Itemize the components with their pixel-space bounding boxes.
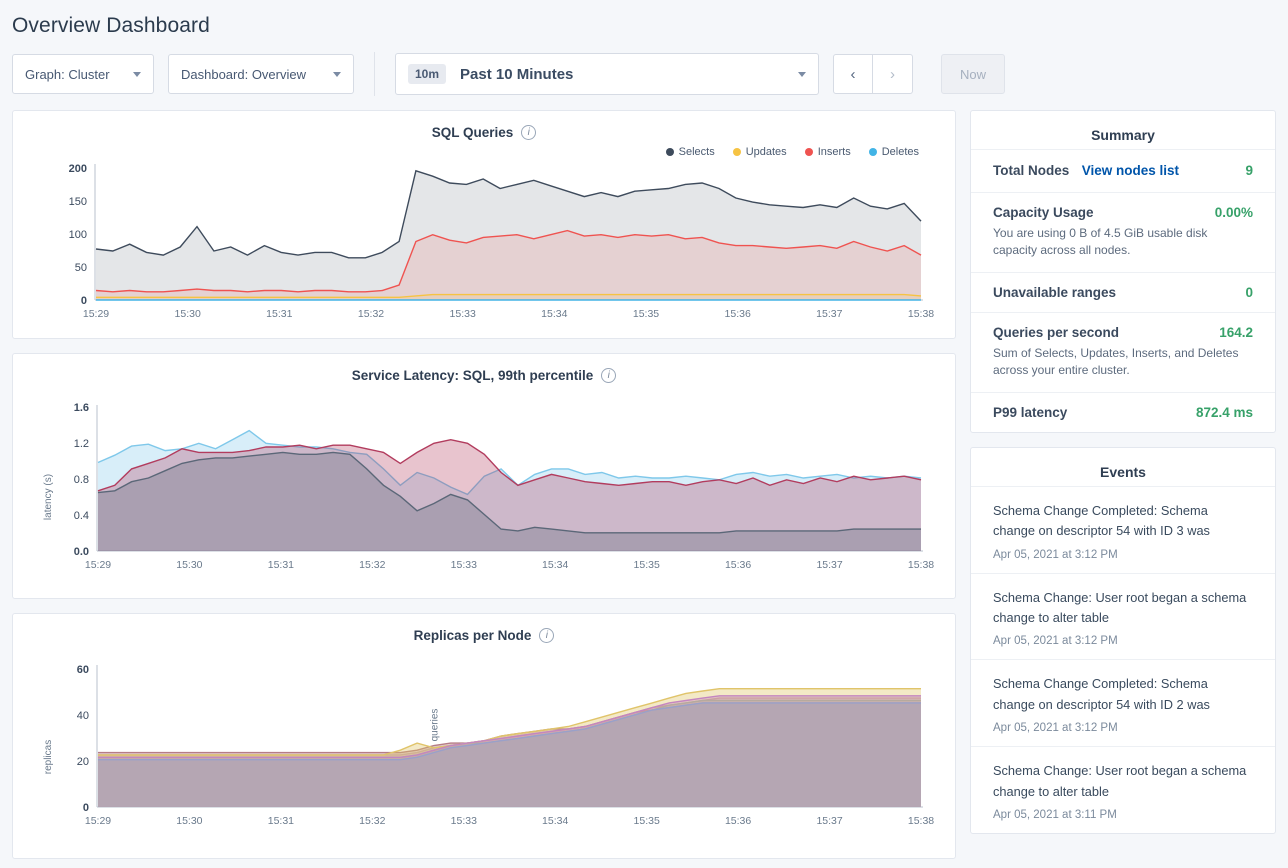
legend-item-inserts[interactable]: Inserts: [805, 146, 851, 158]
svg-text:replicas: replicas: [43, 739, 54, 775]
ytick: 50: [74, 262, 87, 274]
chart-title-service-latency: Service Latency: SQL, 99th percentile i: [13, 354, 955, 383]
info-icon[interactable]: i: [601, 368, 616, 383]
event-text: Schema Change Completed: Schema change on descriptor 54 with ID 2 was: [993, 676, 1210, 712]
legend-sql-queries: [13, 140, 955, 158]
ytick: 1.2: [73, 438, 89, 450]
xtick: 15:35: [633, 559, 660, 571]
xtick: 15:33: [449, 308, 476, 320]
summary-label: Capacity Usage: [993, 205, 1094, 220]
summary-label: Unavailable ranges: [993, 284, 1117, 300]
xtick: 15:34: [542, 815, 569, 827]
xtick: 15:36: [724, 815, 752, 827]
dashboard-content: [0, 96, 1288, 859]
summary-desc: Sum of Selects, Updates, Inserts, and Deletes across your entire cluster.: [993, 345, 1239, 378]
xtick: 15:38: [907, 308, 935, 320]
chart-title-replicas: Replicas per Node i: [13, 614, 955, 643]
summary-row-queries-per-second: [971, 312, 1275, 392]
event-time: Apr 05, 2021 at 3:12 PM: [993, 635, 1118, 648]
ytick: 200: [68, 163, 87, 175]
summary-row-total-nodes: [971, 149, 1275, 192]
xtick: 15:32: [359, 815, 386, 827]
ytick: 20: [76, 756, 89, 768]
list-item[interactable]: [971, 746, 1275, 833]
dashboard-select[interactable]: [168, 54, 354, 94]
info-icon[interactable]: i: [521, 125, 536, 140]
xtick: 15:37: [816, 815, 843, 827]
summary-value: 164.2: [1219, 324, 1253, 340]
info-icon[interactable]: i: [539, 628, 554, 643]
summary-value: 9: [1245, 163, 1253, 178]
xtick: 15:36: [724, 559, 752, 571]
xtick: 15:33: [450, 559, 477, 571]
xtick: 15:34: [541, 308, 568, 320]
ytick: 100: [68, 229, 87, 241]
event-text: Schema Change Completed: Schema change on descriptor 54 with ID 3 was: [993, 502, 1210, 539]
list-item[interactable]: [971, 486, 1275, 573]
card-events: [970, 447, 1276, 835]
xtick: 15:32: [357, 308, 385, 320]
event-time: Apr 05, 2021 at 3:12 PM: [993, 548, 1118, 561]
svg-text:queries: queries: [429, 708, 441, 742]
legend-item-deletes[interactable]: Deletes: [869, 146, 919, 158]
xtick: 15:34: [542, 559, 569, 571]
xtick: 15:30: [174, 308, 201, 320]
summary-row-unavailable-ranges: [971, 272, 1275, 312]
list-item[interactable]: [971, 573, 1275, 660]
time-range-label: Past 10 Minutes: [460, 65, 574, 83]
ytick: 1.6: [73, 402, 89, 414]
prev-range-button[interactable]: ‹: [833, 54, 873, 94]
chevron-down-icon: [133, 72, 141, 77]
time-range-chip: 10m: [408, 64, 446, 84]
page-title: Overview Dashboard: [12, 14, 210, 37]
xtick: 15:38: [907, 559, 935, 571]
sidebar-column: [970, 110, 1276, 859]
xtick: 15:36: [724, 308, 751, 320]
xtick: 15:31: [267, 559, 295, 571]
xtick: 15:29: [82, 308, 110, 320]
events-title: Events: [1100, 463, 1146, 480]
plot-svg-replicas: [13, 657, 957, 853]
summary-label: Queries per second: [993, 324, 1120, 340]
next-range-button[interactable]: ›: [873, 54, 913, 94]
time-nav-group: [833, 54, 913, 94]
chart-title-sql-queries: SQL Queries i: [13, 111, 955, 140]
graph-select[interactable]: [12, 54, 154, 94]
card-service-latency: [12, 353, 956, 599]
plot-svg-service-latency: [13, 397, 957, 593]
xtick: 15:37: [816, 308, 843, 320]
list-item[interactable]: [971, 659, 1275, 746]
event-text: Schema Change: User root began a schema change to alter table: [993, 763, 1247, 799]
charts-column: [12, 110, 956, 859]
xtick: 15:33: [450, 815, 477, 827]
toolbar: [0, 38, 1288, 96]
summary-title: Summary: [1091, 127, 1155, 143]
event-time: Apr 05, 2021 at 3:11 PM: [993, 809, 1117, 822]
legend-item-selects[interactable]: Selects: [666, 146, 715, 158]
summary-row-p99-latency: [971, 392, 1275, 432]
card-replicas-per-node: [12, 613, 956, 859]
summary-label: Total Nodes: [993, 163, 1070, 178]
xtick: 15:31: [267, 815, 295, 827]
xtick: 15:30: [176, 559, 203, 571]
plot-service-latency[interactable]: [13, 397, 955, 598]
xtick: 15:35: [633, 815, 660, 827]
ytick: 40: [76, 710, 89, 722]
xtick: 15:32: [359, 559, 386, 571]
ytick: 60: [76, 664, 89, 676]
ytick: 0.0: [73, 546, 89, 558]
svg-text:latency (s): latency (s): [43, 473, 54, 521]
xtick: 15:29: [84, 815, 112, 827]
xtick: 15:38: [907, 815, 935, 827]
now-button[interactable]: Now: [941, 54, 1005, 94]
ytick: 0: [82, 802, 89, 814]
xtick: 15:37: [816, 559, 843, 571]
plot-replicas[interactable]: [13, 657, 955, 858]
chevron-down-icon: [333, 72, 341, 77]
card-summary: [970, 110, 1276, 433]
summary-value: 872.4 ms: [1195, 404, 1253, 420]
xtick: 15:29: [84, 559, 112, 571]
event-time: Apr 05, 2021 at 3:12 PM: [993, 722, 1118, 735]
view-nodes-list-link[interactable]: View nodes list: [1081, 163, 1180, 178]
xtick: 15:35: [632, 308, 660, 320]
summary-label: P99 latency: [993, 404, 1068, 420]
ytick: 0: [80, 295, 87, 307]
time-range-select[interactable]: [395, 53, 819, 95]
summary-row-capacity-usage: [971, 192, 1275, 272]
xtick: 15:30: [176, 815, 203, 827]
graph-select-label: Graph: Cluster: [25, 66, 110, 82]
summary-desc: You are using 0 B of 4.5 GiB usable disk capacity across all nodes.: [993, 226, 1208, 258]
summary-value: 0: [1245, 284, 1253, 300]
event-text: Schema Change: User root began a schema change to alter table: [993, 589, 1247, 625]
legend-item-updates[interactable]: Updates: [733, 146, 787, 158]
ytick: 0.4: [73, 510, 89, 522]
toolbar-divider: [374, 52, 375, 96]
chevron-down-icon: [798, 72, 806, 77]
xtick: 15:31: [266, 308, 293, 320]
summary-value: 0.00%: [1214, 205, 1253, 220]
ytick: 150: [68, 196, 87, 208]
dashboard-select-label: Dashboard: Overview: [181, 66, 306, 82]
ytick: 0.8: [73, 474, 89, 486]
